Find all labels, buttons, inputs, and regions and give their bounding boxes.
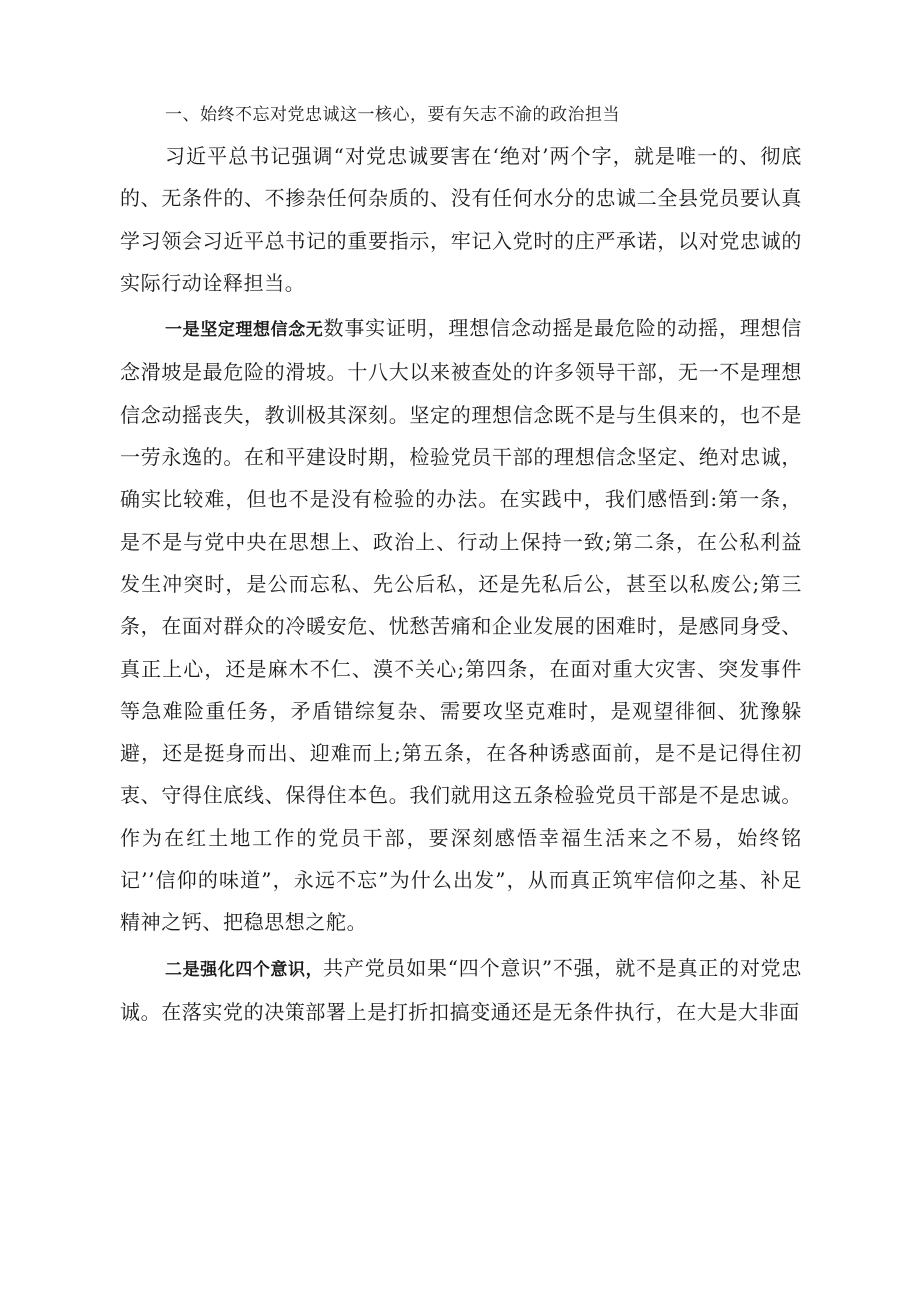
document-page	[120, 98, 802, 1036]
paragraph-intro	[120, 135, 802, 304]
paragraph-awareness-text: 共产党员如果“四个意识”不强，就不是真正的对党忠诚。在落实党的决策部署上是打折扣搞变通还是无条件执行，在大是大非面	[120, 955, 802, 1024]
paragraph-ideals-lead: 一是坚定理想信念无	[165, 320, 324, 341]
paragraph-awareness	[120, 947, 802, 1034]
paragraph-awareness-lead: 二是强化四个意识，	[165, 959, 324, 980]
section-heading: 一、始终不忘对党忠诚这一核心，要有矢志不渝的政治担当	[165, 105, 620, 125]
paragraph-intro-text: 习近平总书记强调“对党忠诚要害在‘绝对’两个字，就是唯一的、彻底的、无条件的、不掺杂任何杂质的、没有任何水分的忠诚二全县党员要认真学习领会习近平总书记的重要指示，牢记入党时的庄严承诺，以对党忠诚的实际行动诠释担当。	[120, 144, 802, 295]
paragraph-ideals	[120, 307, 802, 943]
paragraph-ideals-text: 数事实证明，理想信念动摇是最危险的动摇，理想信念滑坡是最危险的滑坡。十八大以来被查处的许多领导干部，无一不是理想信念动摇丧失，教训极其深刻。坚定的理想信念既不是与生俱来的，也不是一劳永逸的。在和平建设时期，检验党员干部的理想信念坚定、绝对忠诚，确实比较难，但也不是没有检验的办法。在实践中，我们感悟到:第一条，是不是与党中央在思想上、政治上、行动上保持一致;第二条，在公私利益发生冲突时，是公而忘私、先公后私，还是先私后公，甚至以私废公;第三条，在面对群众的冷暖安危、忧愁苦痛和企业发展的困难时，是感同身受、真正上心，还是麻木不仁、漠不关心;第四条，在面对重大灾害、突发事件等急难险重任务，矛盾错综复杂、需要攻坚克难时，是观望徘徊、犹豫躲避，还是挺身而出、迎难而上;第五条，在各种诱惑面前，是不是记得住初衷、守得住底线、保得住本色。我们就用这五条检验党员干部是不是忠诚。作为在红土地工作的党员干部，要深刻感悟幸福生活来之不易，始终铭记’’信仰的味道”，永远不忘”为什么出发”，从而真正筑牢信仰之基、补足精神之钙、把稳思想之舵。	[120, 316, 802, 935]
